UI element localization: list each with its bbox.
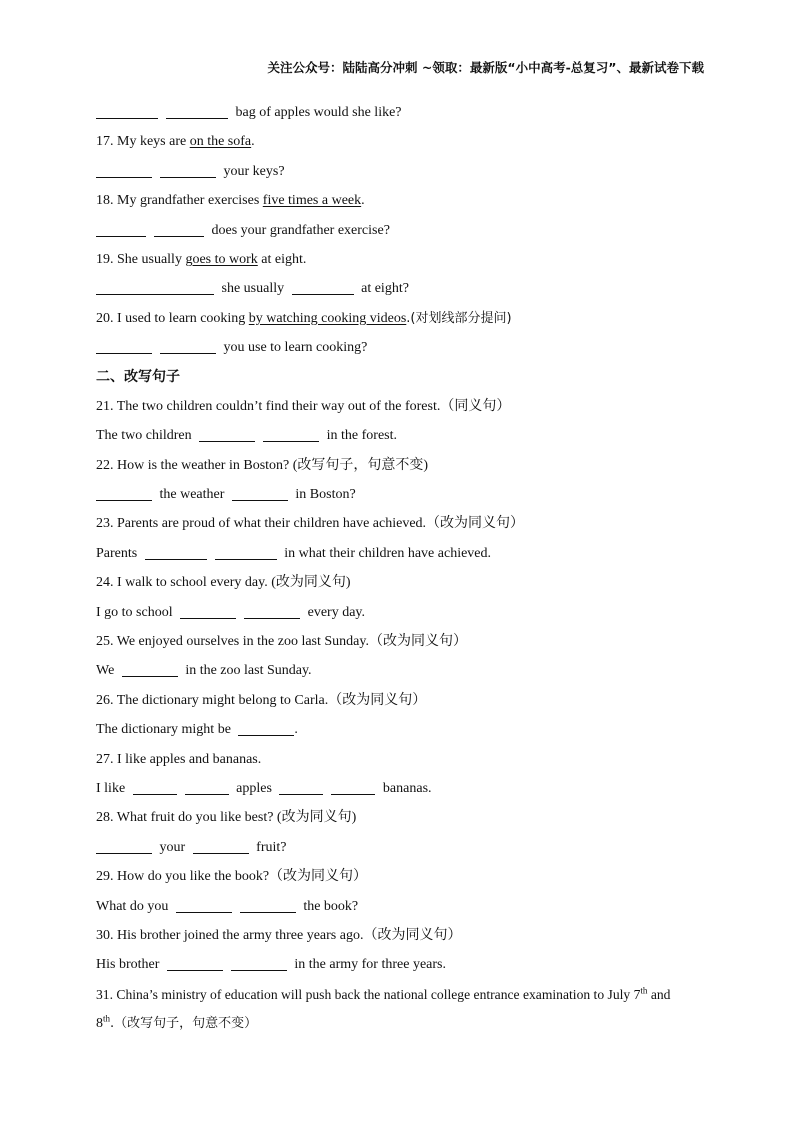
underlined-phrase: five times a week xyxy=(262,193,362,209)
question-20: 20. I used to learn cooking by watching cooking videos.(对划线部分提问) xyxy=(96,310,512,326)
answer-blank[interactable] xyxy=(232,484,288,501)
question-24: 24. I walk to school every day. (改为同义句) xyxy=(96,575,351,591)
question-23-answer: Parents in what their children have achieved. xyxy=(96,539,716,568)
question-22: 22. How is the weather in Boston? (改写句子，句意不变) xyxy=(96,457,429,473)
question-31: 31. China’s ministry of education will push back the national college entrance examination to July 7th and xyxy=(96,985,671,1002)
answer-blank[interactable] xyxy=(154,220,204,237)
question-19-answer: she usually at eight? xyxy=(96,274,716,303)
question-28: 28. What fruit do you like best? (改为同义句) xyxy=(96,810,357,826)
question-29: 29. How do you like the book?（改为同义句） xyxy=(96,869,368,885)
answer-blank[interactable] xyxy=(263,425,319,442)
question-20-answer: you use to learn cooking? xyxy=(96,333,716,362)
answer-blank[interactable] xyxy=(244,602,300,619)
question-18: 18. My grandfather exercises five times a week. xyxy=(96,193,365,209)
answer-blank[interactable] xyxy=(238,719,294,736)
worksheet-content xyxy=(96,98,716,1039)
answer-blank[interactable] xyxy=(180,602,236,619)
answer-blank[interactable] xyxy=(96,837,152,854)
answer-blank[interactable] xyxy=(96,102,158,119)
answer-blank[interactable] xyxy=(240,896,296,913)
answer-blank[interactable] xyxy=(96,484,152,501)
question-17: 17. My keys are on the sofa. xyxy=(96,134,255,150)
answer-blank[interactable] xyxy=(166,102,228,119)
question-24-answer: I go to school every day. xyxy=(96,598,716,627)
answer-blank[interactable] xyxy=(199,425,255,442)
question-18-answer: does your grandfather exercise? xyxy=(96,216,716,245)
answer-blank[interactable] xyxy=(145,543,207,560)
question-28-answer: your fruit? xyxy=(96,833,716,862)
question-19: 19. She usually goes to work at eight. xyxy=(96,251,307,267)
question-26: 26. The dictionary might belong to Carla.（改为同义句） xyxy=(96,692,427,708)
underlined-phrase: by watching cooking videos xyxy=(248,310,407,326)
question-17-answer: your keys? xyxy=(96,157,716,186)
question-27-answer: I like apples bananas. xyxy=(96,774,716,803)
question-31-continued: 8th.（改写句子，句意不变） xyxy=(96,1013,258,1032)
question-30: 30. His brother joined the army three years ago.（改为同义句） xyxy=(96,927,462,943)
answer-blank[interactable] xyxy=(176,896,232,913)
answer-blank[interactable] xyxy=(231,954,287,971)
answer-blank[interactable] xyxy=(160,337,216,354)
question-30-answer: His brother in the army for three years. xyxy=(96,950,716,979)
question-29-answer: What do you the book? xyxy=(96,892,716,921)
answer-blank[interactable] xyxy=(96,337,152,354)
answer-blank[interactable] xyxy=(160,161,216,178)
answer-blank[interactable] xyxy=(215,543,277,560)
answer-blank[interactable] xyxy=(96,220,146,237)
answer-blank[interactable] xyxy=(167,954,223,971)
underlined-phrase: goes to work xyxy=(185,251,258,267)
answer-blank[interactable] xyxy=(279,778,323,795)
question-22-answer: the weather in Boston? xyxy=(96,480,716,509)
section-heading: 二、改写句子 xyxy=(96,368,180,385)
question-26-answer: The dictionary might be . xyxy=(96,715,716,744)
answer-blank[interactable] xyxy=(122,660,178,677)
answer-blank[interactable] xyxy=(133,778,177,795)
question-21: 21. The two children couldn’t find their way out of the forest.（同义句） xyxy=(96,398,511,414)
question-27: 27. I like apples and bananas. xyxy=(96,751,262,767)
question-25: 25. We enjoyed ourselves in the zoo last Sunday.（改为同义句） xyxy=(96,634,467,650)
page-header: 关注公众号：陆陆高分冲刺 ~领取：最新版“小中高考-总复习”、最新试卷下载 xyxy=(267,60,704,75)
question-21-answer: The two children in the forest. xyxy=(96,421,716,450)
answer-blank[interactable] xyxy=(185,778,229,795)
answer-blank[interactable] xyxy=(193,837,249,854)
question-25-answer: We in the zoo last Sunday. xyxy=(96,656,716,685)
underlined-phrase: on the sofa xyxy=(189,134,252,150)
answer-blank[interactable] xyxy=(331,778,375,795)
answer-blank[interactable] xyxy=(96,278,214,295)
question-23: 23. Parents are proud of what their children have achieved.（改为同义句） xyxy=(96,516,525,532)
answer-blank[interactable] xyxy=(96,161,152,178)
answer-blank[interactable] xyxy=(292,278,354,295)
question-16-answer: bag of apples would she like? xyxy=(96,98,716,127)
